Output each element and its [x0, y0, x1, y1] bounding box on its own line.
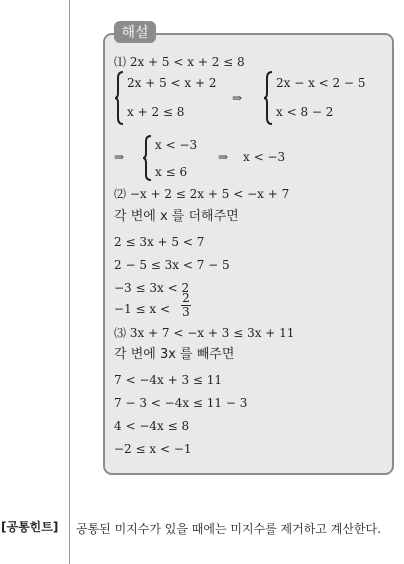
implies-symbol: ⇒: [232, 91, 243, 105]
part3-note: 각 변에 3x 를 빼주면: [114, 347, 235, 362]
fraction-denominator: 3: [182, 305, 190, 319]
part1-label: ⑴: [114, 55, 127, 69]
part2-step: −1 ≤ x <: [114, 302, 171, 316]
fraction-two-thirds: [181, 292, 191, 319]
part3-inequality: 3x + 7 < −x + 3 ≤ 3x + 11: [129, 326, 295, 340]
solution-badge: 해설: [114, 21, 156, 43]
brace-icon: [263, 71, 275, 125]
fraction-numerator: 2: [182, 291, 190, 305]
part1-result: x < −3: [243, 150, 286, 164]
system1-line2: x + 2 ≤ 8: [127, 105, 185, 119]
system3-line1: x < −3: [155, 138, 198, 152]
hint-label: [공통힌트]: [1, 520, 59, 534]
part2-inequality: −x + 2 ≤ 2x + 5 < −x + 7: [129, 187, 290, 201]
part2-note: 각 변에 x 를 더해주면: [114, 209, 239, 224]
part1-line: [114, 55, 245, 69]
brace-icon: [114, 71, 126, 125]
part3-line: [114, 326, 294, 340]
part3-step: −2 ≤ x < −1: [114, 442, 192, 456]
system3-line2: x ≤ 6: [155, 165, 188, 179]
part1-inequality: 2x + 5 < x + 2 ≤ 8: [129, 55, 245, 69]
system2-line2: x < 8 − 2: [276, 105, 334, 119]
implies-symbol: ⇒: [114, 150, 125, 164]
part2-label: ⑵: [114, 187, 127, 201]
system1-line1: 2x + 5 < x + 2: [127, 76, 217, 90]
left-divider-line: [69, 0, 70, 564]
part2-step: 2 − 5 ≤ 3x < 7 − 5: [114, 258, 230, 272]
part2-line: [114, 187, 289, 201]
part3-label: ⑶: [114, 326, 127, 340]
part2-step: −3 ≤ 3x < 2: [114, 281, 190, 295]
part3-step: 7 < −4x + 3 ≤ 11: [114, 373, 223, 387]
system2-line1: 2x − x < 2 − 5: [276, 76, 366, 90]
brace-icon: [142, 135, 154, 181]
hint-text: 공통된 미지수가 있을 때에는 미지수를 제거하고 계산한다.: [76, 522, 381, 536]
implies-symbol: ⇒: [218, 150, 229, 164]
part2-step: 2 ≤ 3x + 5 < 7: [114, 235, 205, 249]
part3-step: 7 − 3 < −4x ≤ 11 − 3: [114, 396, 248, 410]
part3-step: 4 < −4x ≤ 8: [114, 419, 190, 433]
